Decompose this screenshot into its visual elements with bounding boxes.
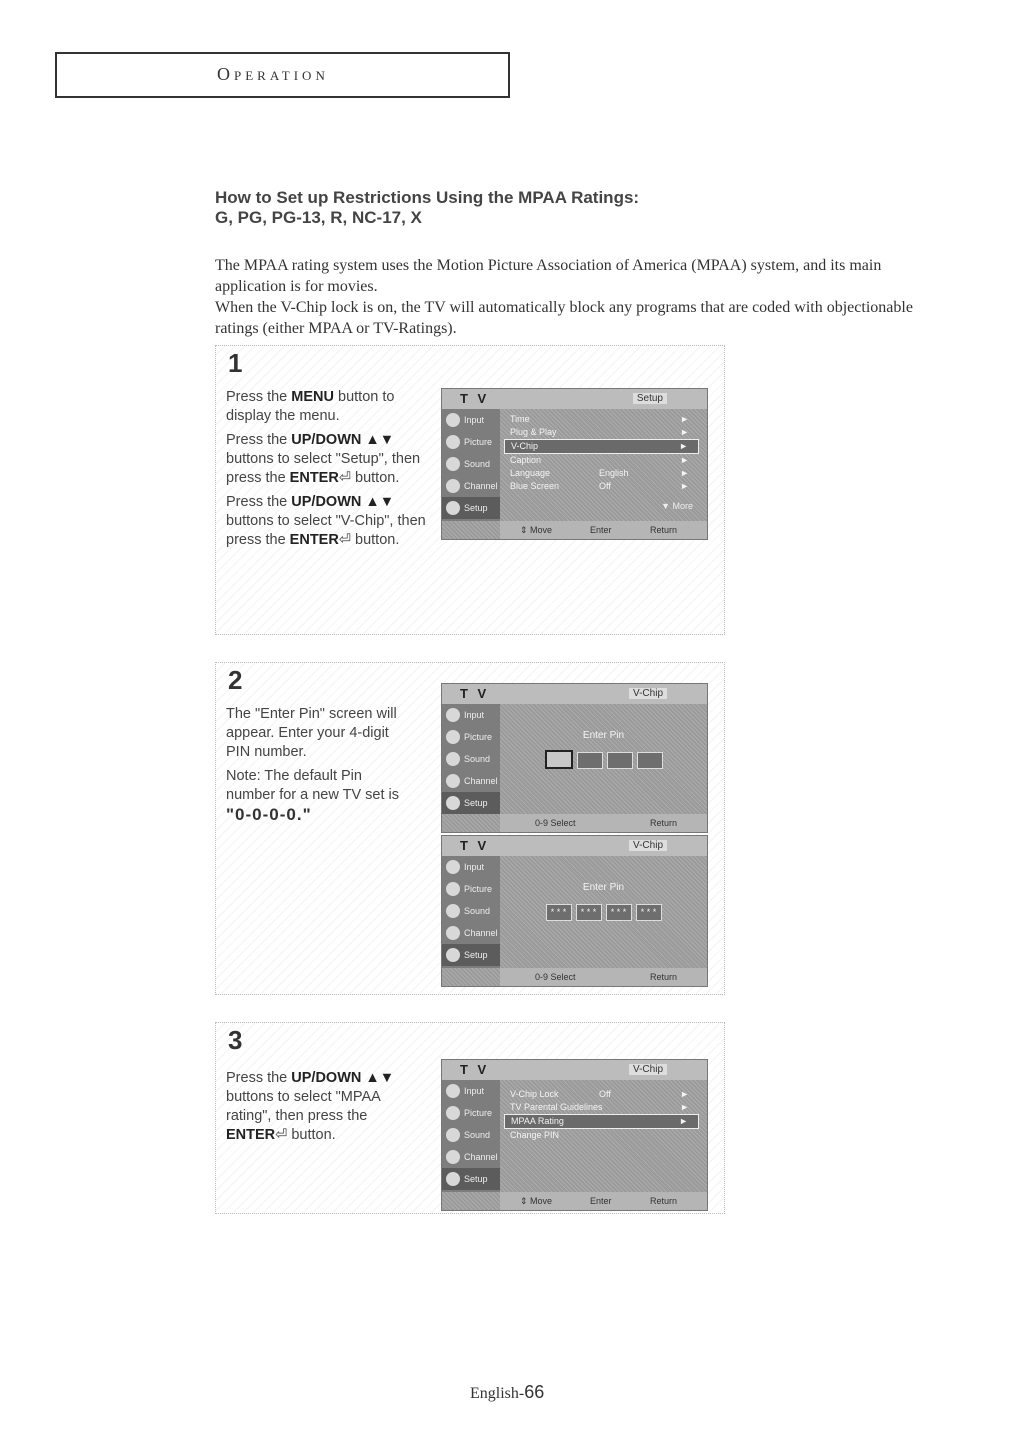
sidebar-item-sound: Sound	[442, 453, 500, 475]
return-hint: Return	[650, 1196, 678, 1206]
pin-digit-2	[577, 752, 603, 769]
menu-row-caption: Caption ►	[510, 455, 689, 465]
page-title	[215, 188, 865, 228]
sidebar-item-picture: Picture	[442, 726, 500, 748]
sidebar-item-sound: Sound	[442, 900, 500, 922]
pin-digit-1	[545, 750, 573, 769]
menu-row-change-pin: Change PIN	[510, 1130, 560, 1140]
menu-row-language: Language English ►	[510, 468, 689, 478]
intro-text	[215, 255, 935, 339]
sidebar-item-setup: Setup	[442, 792, 500, 814]
step-1-instruction-a: Press the MENU button to display the menu.	[226, 389, 395, 424]
pin-fields	[500, 902, 707, 921]
step-number: 2	[228, 665, 243, 695]
enter-pin-screen-empty	[441, 683, 708, 833]
sidebar-item-channel: Channel	[442, 922, 500, 944]
tv-label: T V	[460, 1062, 490, 1077]
step-2-note: Note: The default Pin number for a new TV set is "0-0-0-0."	[226, 768, 400, 824]
tv-setup-menu-screen	[441, 388, 708, 540]
step-1-instruction-c: Press the UP/DOWN ▲▼ buttons to select "V-Chip", then press the ENTER⏎ button.	[226, 494, 426, 548]
sidebar-item-channel: Channel	[442, 475, 500, 497]
step-number: 1	[228, 348, 243, 378]
osd-footer	[500, 521, 707, 539]
osd-sidebar	[442, 704, 500, 814]
step-1-instruction-b: Press the UP/DOWN ▲▼ buttons to select "Setup", then press the ENTER⏎ button.	[226, 432, 421, 486]
default-pin: "0-0-0-0."	[226, 805, 312, 824]
return-hint: Return	[650, 525, 678, 535]
step-3-panel	[215, 1022, 725, 1214]
menu-title: Setup	[633, 393, 667, 404]
move-hint: ⇕ Move	[520, 525, 553, 535]
sidebar-item-input: Input	[442, 409, 500, 431]
enter-hint: Enter	[590, 525, 612, 535]
enter-pin-label: Enter Pin	[582, 730, 625, 741]
osd-sidebar	[442, 1080, 500, 1192]
move-hint: ⇕ Move	[520, 1196, 553, 1206]
tv-label: T V	[460, 391, 490, 406]
pin-digit-4	[637, 752, 663, 769]
sidebar-item-sound: Sound	[442, 748, 500, 770]
enter-icon: ⏎	[338, 532, 351, 548]
step-3-instructions	[226, 1069, 406, 1150]
osd-footer	[500, 968, 707, 986]
step-2-instructions	[226, 705, 406, 831]
step-2-instruction-a: The "Enter Pin" screen will appear. Enter your 4-digit PIN number.	[226, 706, 397, 760]
intro-paragraph-1: The MPAA rating system uses the Motion Picture Association of America (MPAA) system, and its main application is for movies.	[215, 257, 882, 295]
menu-row-mpaa-rating: MPAA Rating ►	[504, 1114, 699, 1129]
return-hint: Return	[650, 818, 678, 828]
sidebar-item-channel: Channel	[442, 770, 500, 792]
osd-menu-list	[504, 1088, 699, 1142]
osd-footer	[500, 814, 707, 832]
enter-pin-screen-filled	[441, 835, 708, 987]
enter-pin-label: Enter Pin	[582, 882, 625, 893]
vchip-menu-screen	[441, 1059, 708, 1211]
osd-footer	[500, 1192, 707, 1210]
pin-fields	[500, 750, 707, 774]
menu-title: V-Chip	[629, 840, 667, 851]
menu-row-blue-screen: Blue Screen Off ►	[510, 481, 689, 491]
pin-digit-3: * * *	[606, 904, 632, 921]
select-hint: 0-9 Select	[535, 972, 576, 982]
sidebar-item-input: Input	[442, 704, 500, 726]
sidebar-item-setup: Setup	[442, 497, 500, 519]
pin-digit-2: * * *	[576, 904, 602, 921]
step-number: 3	[228, 1025, 243, 1055]
sidebar-item-sound: Sound	[442, 1124, 500, 1146]
page-number	[470, 1382, 544, 1403]
enter-icon: ⏎	[338, 470, 351, 486]
menu-title: V-Chip	[629, 1064, 667, 1075]
return-hint: Return	[650, 972, 678, 982]
osd-sidebar	[442, 856, 500, 968]
pin-digit-3	[607, 752, 633, 769]
sidebar-item-setup: Setup	[442, 944, 500, 966]
enter-icon: ⏎	[275, 1127, 288, 1143]
sidebar-item-channel: Channel	[442, 1146, 500, 1168]
enter-hint: Enter	[590, 1196, 612, 1206]
menu-row-vchip: V-Chip ►	[504, 439, 699, 454]
menu-row-plug-play: Plug & Play ►	[510, 427, 689, 437]
pin-digit-4: * * *	[636, 904, 662, 921]
title-line-1: How to Set up Restrictions Using the MPAA Ratings:	[215, 188, 640, 207]
pin-digit-1: * * *	[546, 904, 572, 921]
select-hint: 0-9 Select	[535, 818, 576, 828]
sidebar-item-picture: Picture	[442, 878, 500, 900]
sidebar-item-picture: Picture	[442, 1102, 500, 1124]
osd-menu-list	[504, 413, 699, 493]
footer-language: English-	[470, 1385, 525, 1402]
sidebar-item-picture: Picture	[442, 431, 500, 453]
osd-sidebar	[442, 409, 500, 521]
menu-row-vchip-lock: V-Chip Lock Off ►	[510, 1089, 689, 1099]
tv-label: T V	[460, 838, 490, 853]
title-line-2: G, PG, PG-13, R, NC-17, X	[215, 208, 422, 227]
sidebar-item-input: Input	[442, 1080, 500, 1102]
footer-page: 66	[524, 1382, 545, 1402]
step-2-panel	[215, 662, 725, 995]
menu-title: V-Chip	[629, 688, 667, 699]
intro-paragraph-2: When the V-Chip lock is on, the TV will automatically block any programs that are coded with objectionable ratings (either MPAA or TV-Ratings).	[215, 299, 913, 337]
menu-row-time: Time ►	[510, 414, 689, 424]
sidebar-item-setup: Setup	[442, 1168, 500, 1190]
tv-label: T V	[460, 686, 490, 701]
more-indicator: ▼ More	[661, 501, 693, 511]
section-title: Operation	[217, 64, 329, 84]
step-1-instructions	[226, 388, 426, 555]
section-header	[55, 52, 510, 98]
step-3-instruction: Press the UP/DOWN ▲▼ buttons to select "MPAA rating", then press the ENTER⏎ button.	[226, 1070, 395, 1143]
step-1-panel	[215, 345, 725, 635]
menu-row-tv-guidelines: TV Parental Guidelines ►	[510, 1102, 689, 1112]
sidebar-item-input: Input	[442, 856, 500, 878]
